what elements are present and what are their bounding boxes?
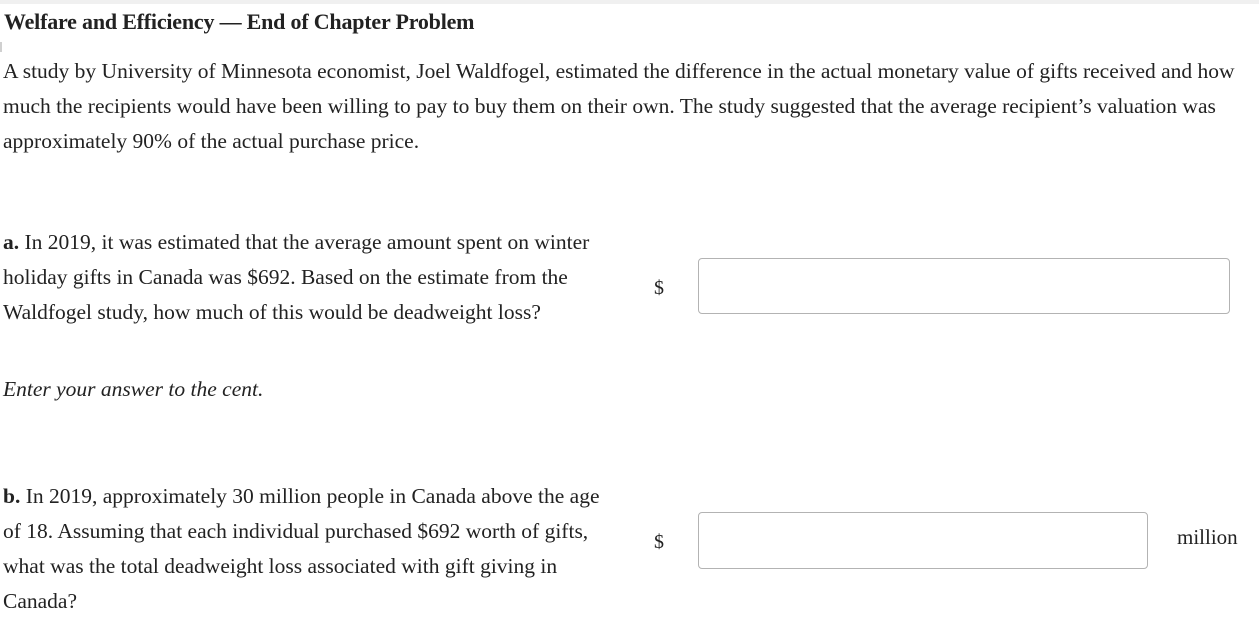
question-a (3, 225, 608, 330)
question-b-text: In 2019, approximately 30 million people in Canada above the age of 18. Assuming that each individual purchased $692 worth of gifts, what was the total deadweight loss associated with gift giving in Canada? (3, 484, 600, 613)
question-a-currency: $ (654, 277, 664, 299)
problem-intro: A study by University of Minnesota economist, Joel Waldfogel, estimated the difference in the actual monetary value of gifts received and how much the recipients would have been willing to pay to buy them on their own. The study suggested that the average recipient’s valuation was approximately 90% of the actual purchase price. (3, 59, 1235, 153)
question-b-answer-input[interactable] (698, 512, 1148, 569)
question-a-label: a. (3, 230, 20, 254)
left-accent-mark (0, 42, 2, 52)
question-a-hint: Enter your answer to the cent. (3, 377, 264, 401)
top-bar (0, 0, 1259, 4)
question-b-label: b. (3, 484, 21, 508)
question-a-text: In 2019, it was estimated that the average amount spent on winter holiday gifts in Canada was $692. Based on the estimate from the Waldfogel study, how much of this would be deadweight loss? (3, 230, 590, 324)
question-b (3, 479, 608, 619)
question-b-currency: $ (654, 531, 664, 553)
page-title: Welfare and Efficiency — End of Chapter Problem (4, 9, 475, 34)
question-a-answer-input[interactable] (698, 258, 1230, 314)
question-b-unit: million (1177, 525, 1238, 549)
